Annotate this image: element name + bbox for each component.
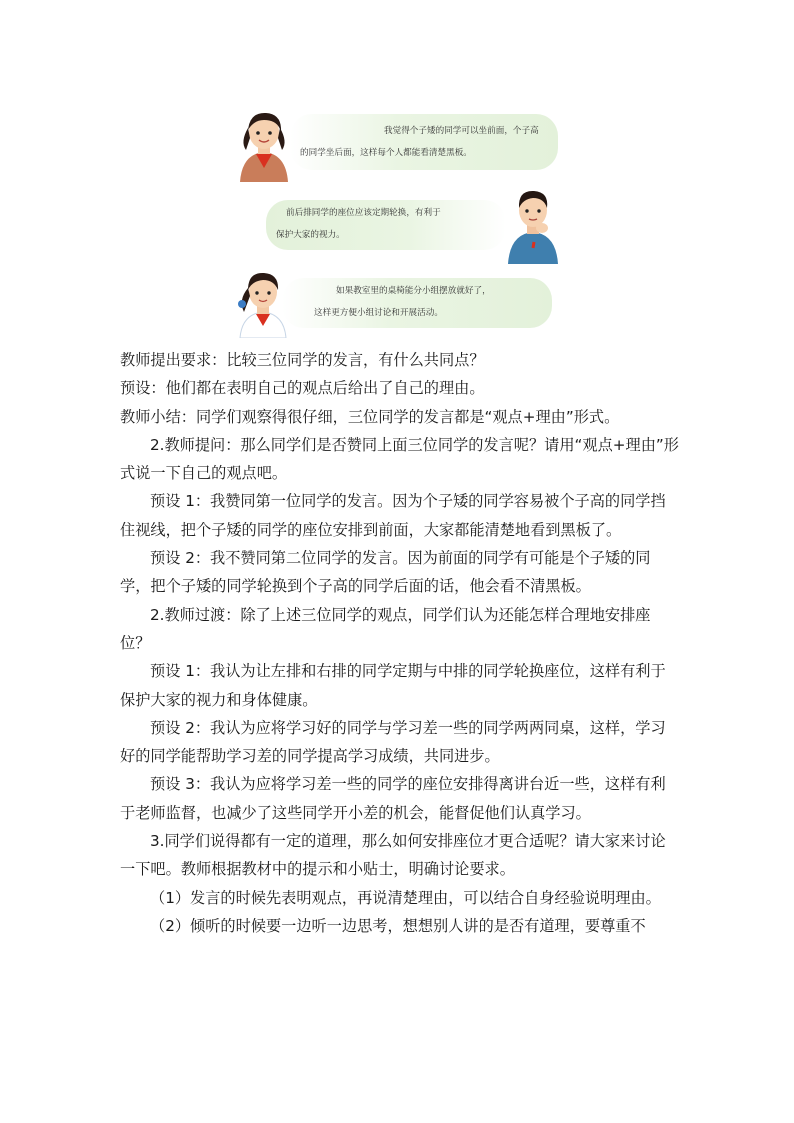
paragraph: 教师提出要求：比较三位同学的发言，有什么共同点？ bbox=[120, 351, 485, 369]
speech-bubble-girl-1 bbox=[290, 114, 558, 170]
paragraph: 2.教师过渡：除了上述三位同学的观点，同学们认为还能怎样合理地安排座位？ bbox=[120, 605, 651, 652]
boy-student-image bbox=[504, 184, 562, 264]
paragraph: 预设 2：我不赞同第二位同学的发言。因为前面的同学有可能是个子矮的同学，把个子矮的同学轮换到个子高的同学后面的话，他会看不清黑板。 bbox=[120, 549, 651, 596]
girl-student-1-image bbox=[232, 108, 296, 184]
paragraph: 预设 1：我赞同第一位同学的发言。因为个子矮的同学容易被个子高的同学挡住视线，把个子矮的同学的座位安排到前面，大家都能清楚地看到黑板了。 bbox=[120, 492, 666, 539]
paragraph: 预设 3：我认为应将学习差一些的同学的座位安排得离讲台近一些，这样有利于老师监督，也减少了这些同学开小差的机会，能督促他们认真学习。 bbox=[120, 775, 666, 822]
bubble-line: 的同学坐后面，这样每个人都能看清楚黑板。 bbox=[300, 148, 472, 158]
paragraph: （2）倾听的时候要一边听一边思考，想想别人讲的是否有道理，要尊重不 bbox=[150, 916, 646, 935]
paragraph: 预设：他们都在表明自己的观点后给出了自己的理由。 bbox=[120, 379, 485, 398]
paragraph: 预设 1：我认为让左排和右排的同学定期与中排的同学轮换座位，这样有利于保护大家的视力和身体健康。 bbox=[120, 662, 666, 709]
speech-bubble-boy bbox=[266, 200, 506, 250]
textbook-illustration bbox=[232, 108, 562, 340]
paragraph: 教师小结：同学们观察得很仔细，三位同学的发言都是“观点+理由”形式。 bbox=[120, 407, 620, 426]
bubble-line: 保护大家的视力。 bbox=[276, 230, 345, 240]
bubble-line: 前后排同学的座位应该定期轮换，有利于 bbox=[286, 208, 441, 218]
paragraph: 3.同学们说得都有一定的道理，那么如何安排座位才更合适呢？请大家来讨论一下吧。教师根据教材中的提示和小贴士，明确讨论要求。 bbox=[120, 832, 666, 879]
paragraph: 预设 2：我认为应将学习好的同学与学习差一些的同学两两同桌，这样，学习好的同学能帮助学习差的同学提高学习成绩，共同进步。 bbox=[120, 718, 666, 766]
paragraph: 2.教师提问：那么同学们是否赞同上面三位同学的发言呢？请用“观点+理由”形式说一下自己的观点吧。 bbox=[120, 435, 679, 483]
speech-bubble-girl-2 bbox=[282, 278, 552, 328]
bubble-line: 如果教室里的桌椅能分小组摆放就好了， bbox=[336, 286, 491, 296]
bubble-line: 这样更方便小组讨论和开展活动。 bbox=[314, 308, 443, 318]
lesson-body bbox=[120, 346, 680, 940]
bubble-line: 我觉得个子矮的同学可以坐前面，个子高 bbox=[384, 126, 539, 136]
paragraph: （1）发言的时候先表明观点，再说清楚理由，可以结合自身经验说明理由。 bbox=[150, 888, 661, 907]
